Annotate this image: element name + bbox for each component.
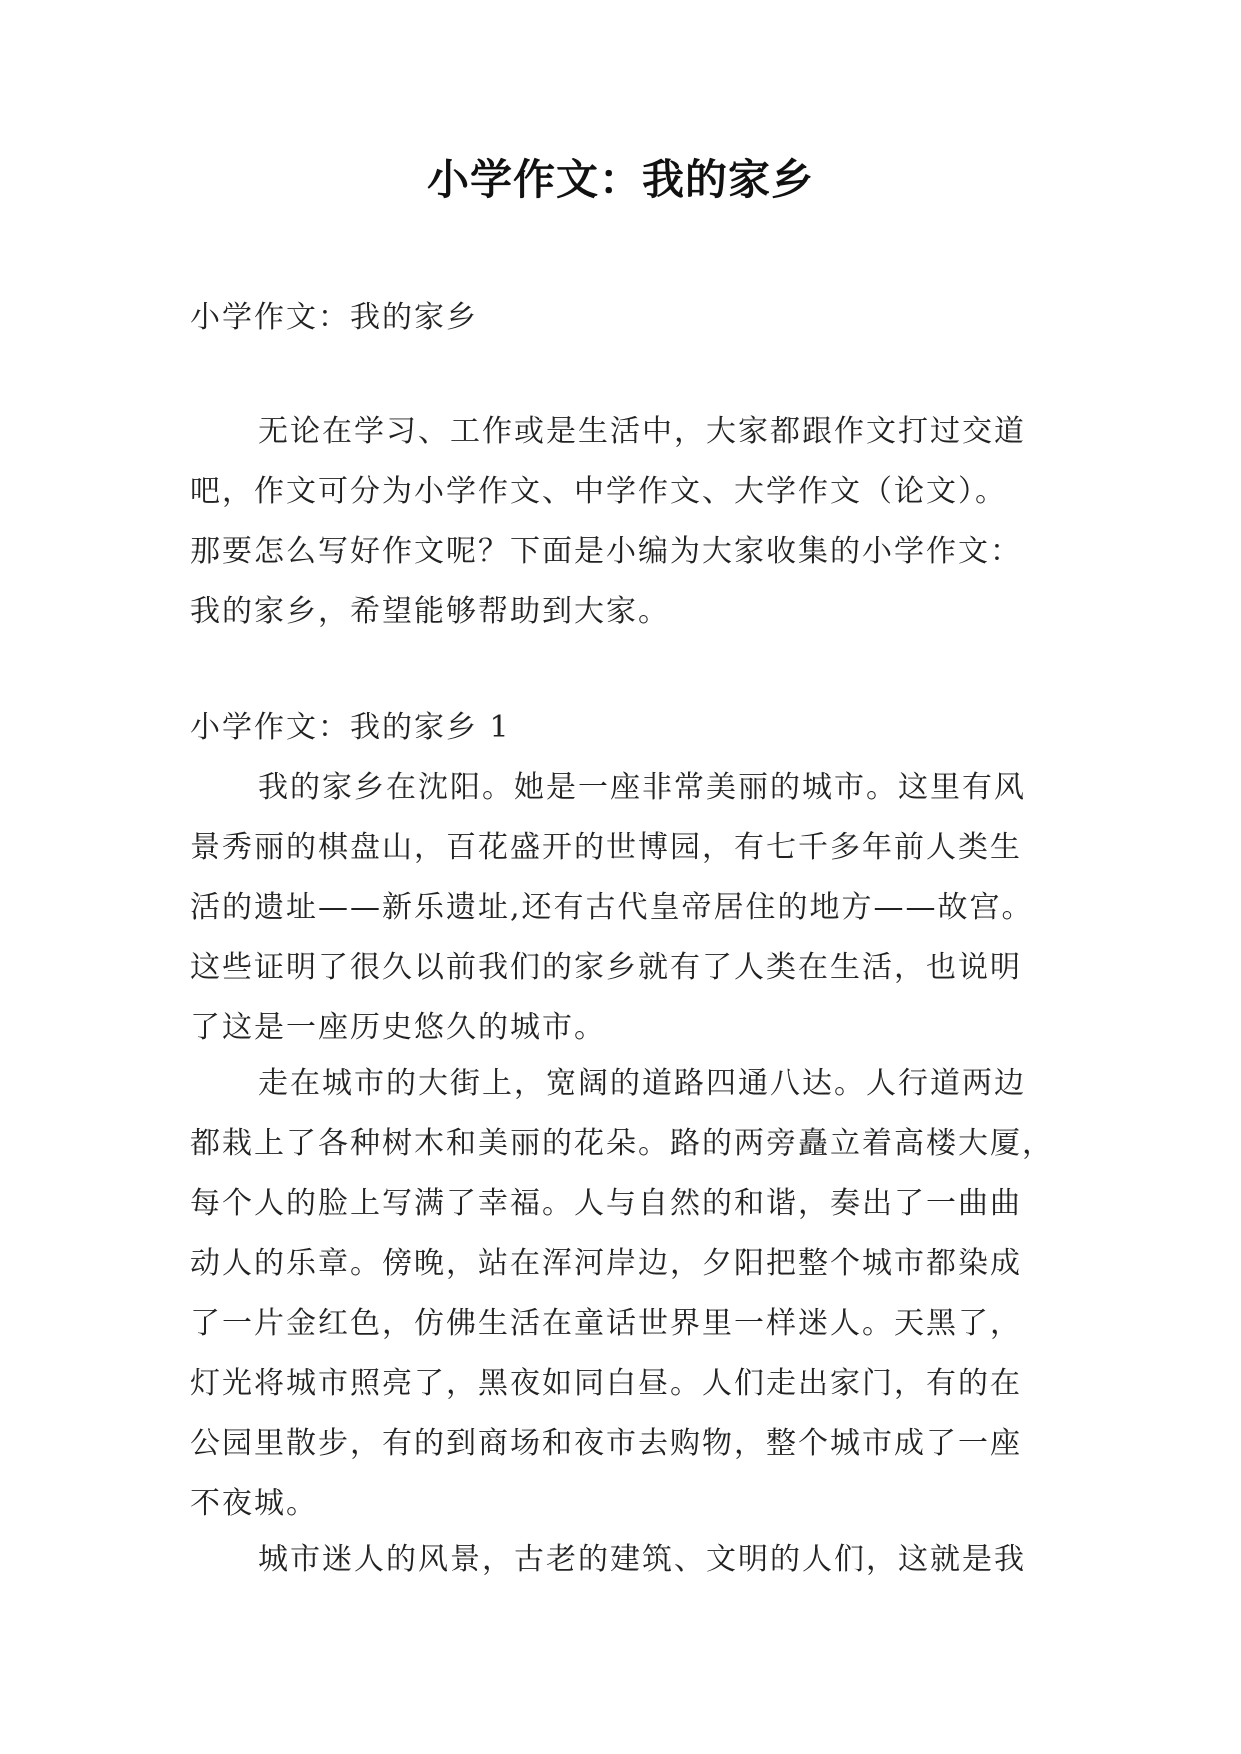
paragraph-line: 吧，作文可分为小学作文、中学作文、大学作文（论文）。	[190, 474, 1007, 509]
essay-paragraph-2	[190, 1054, 1070, 1534]
subtitle-line: 小学作文：我的家乡	[190, 300, 478, 335]
paragraph-line: 了这是一座历史悠久的城市。	[190, 1010, 606, 1045]
paragraph-line: 灯光将城市照亮了，黑夜如同白昼。人们走出家门，有的在	[190, 1366, 1022, 1401]
section-heading	[190, 698, 1070, 758]
paragraph-line: 景秀丽的棋盘山，百花盛开的世博园，有七千多年前人类生	[190, 830, 1022, 865]
paragraph-line: 每个人的脸上写满了幸福。人与自然的和谐，奏出了一曲曲	[190, 1186, 1022, 1221]
paragraph-line: 了一片金红色，仿佛生活在童话世界里一样迷人。天黑了，	[190, 1306, 1022, 1341]
paragraph-line: 活的遗址——新乐遗址,还有古代皇帝居住的地方——故宫。	[190, 890, 1034, 925]
document-subtitle	[190, 288, 1070, 348]
paragraph-line: 我的家乡在沈阳。她是一座非常美丽的城市。这里有风	[258, 770, 1026, 805]
paragraph-line: 都栽上了各种树木和美丽的花朵。路的两旁矗立着高楼大厦，	[190, 1126, 1054, 1161]
paragraph-line: 公园里散步，有的到商场和夜市去购物，整个城市成了一座	[190, 1426, 1022, 1461]
paragraph-line: 无论在学习、工作或是生活中，大家都跟作文打过交道	[258, 414, 1026, 449]
intro-paragraph	[190, 402, 1070, 642]
essay-paragraph-3	[190, 1530, 1070, 1590]
essay-paragraph-1	[190, 758, 1070, 1058]
paragraph-line: 不夜城。	[190, 1486, 318, 1521]
paragraph-line: 城市迷人的风景，古老的建筑、文明的人们，这就是我	[258, 1542, 1026, 1577]
paragraph-line: 动人的乐章。傍晚，站在浑河岸边，夕阳把整个城市都染成	[190, 1246, 1022, 1281]
paragraph-line: 这些证明了很久以前我们的家乡就有了人类在生活，也说明	[190, 950, 1022, 985]
page-title: 小学作文：我的家乡	[426, 155, 814, 204]
paragraph-line: 我的家乡，希望能够帮助到大家。	[190, 594, 670, 629]
paragraph-line: 走在城市的大街上，宽阔的道路四通八达。人行道两边	[258, 1066, 1026, 1101]
section-heading-line: 小学作文：我的家乡 1	[190, 710, 511, 745]
paragraph-line: 那要怎么写好作文呢？下面是小编为大家收集的小学作文：	[190, 534, 1022, 569]
